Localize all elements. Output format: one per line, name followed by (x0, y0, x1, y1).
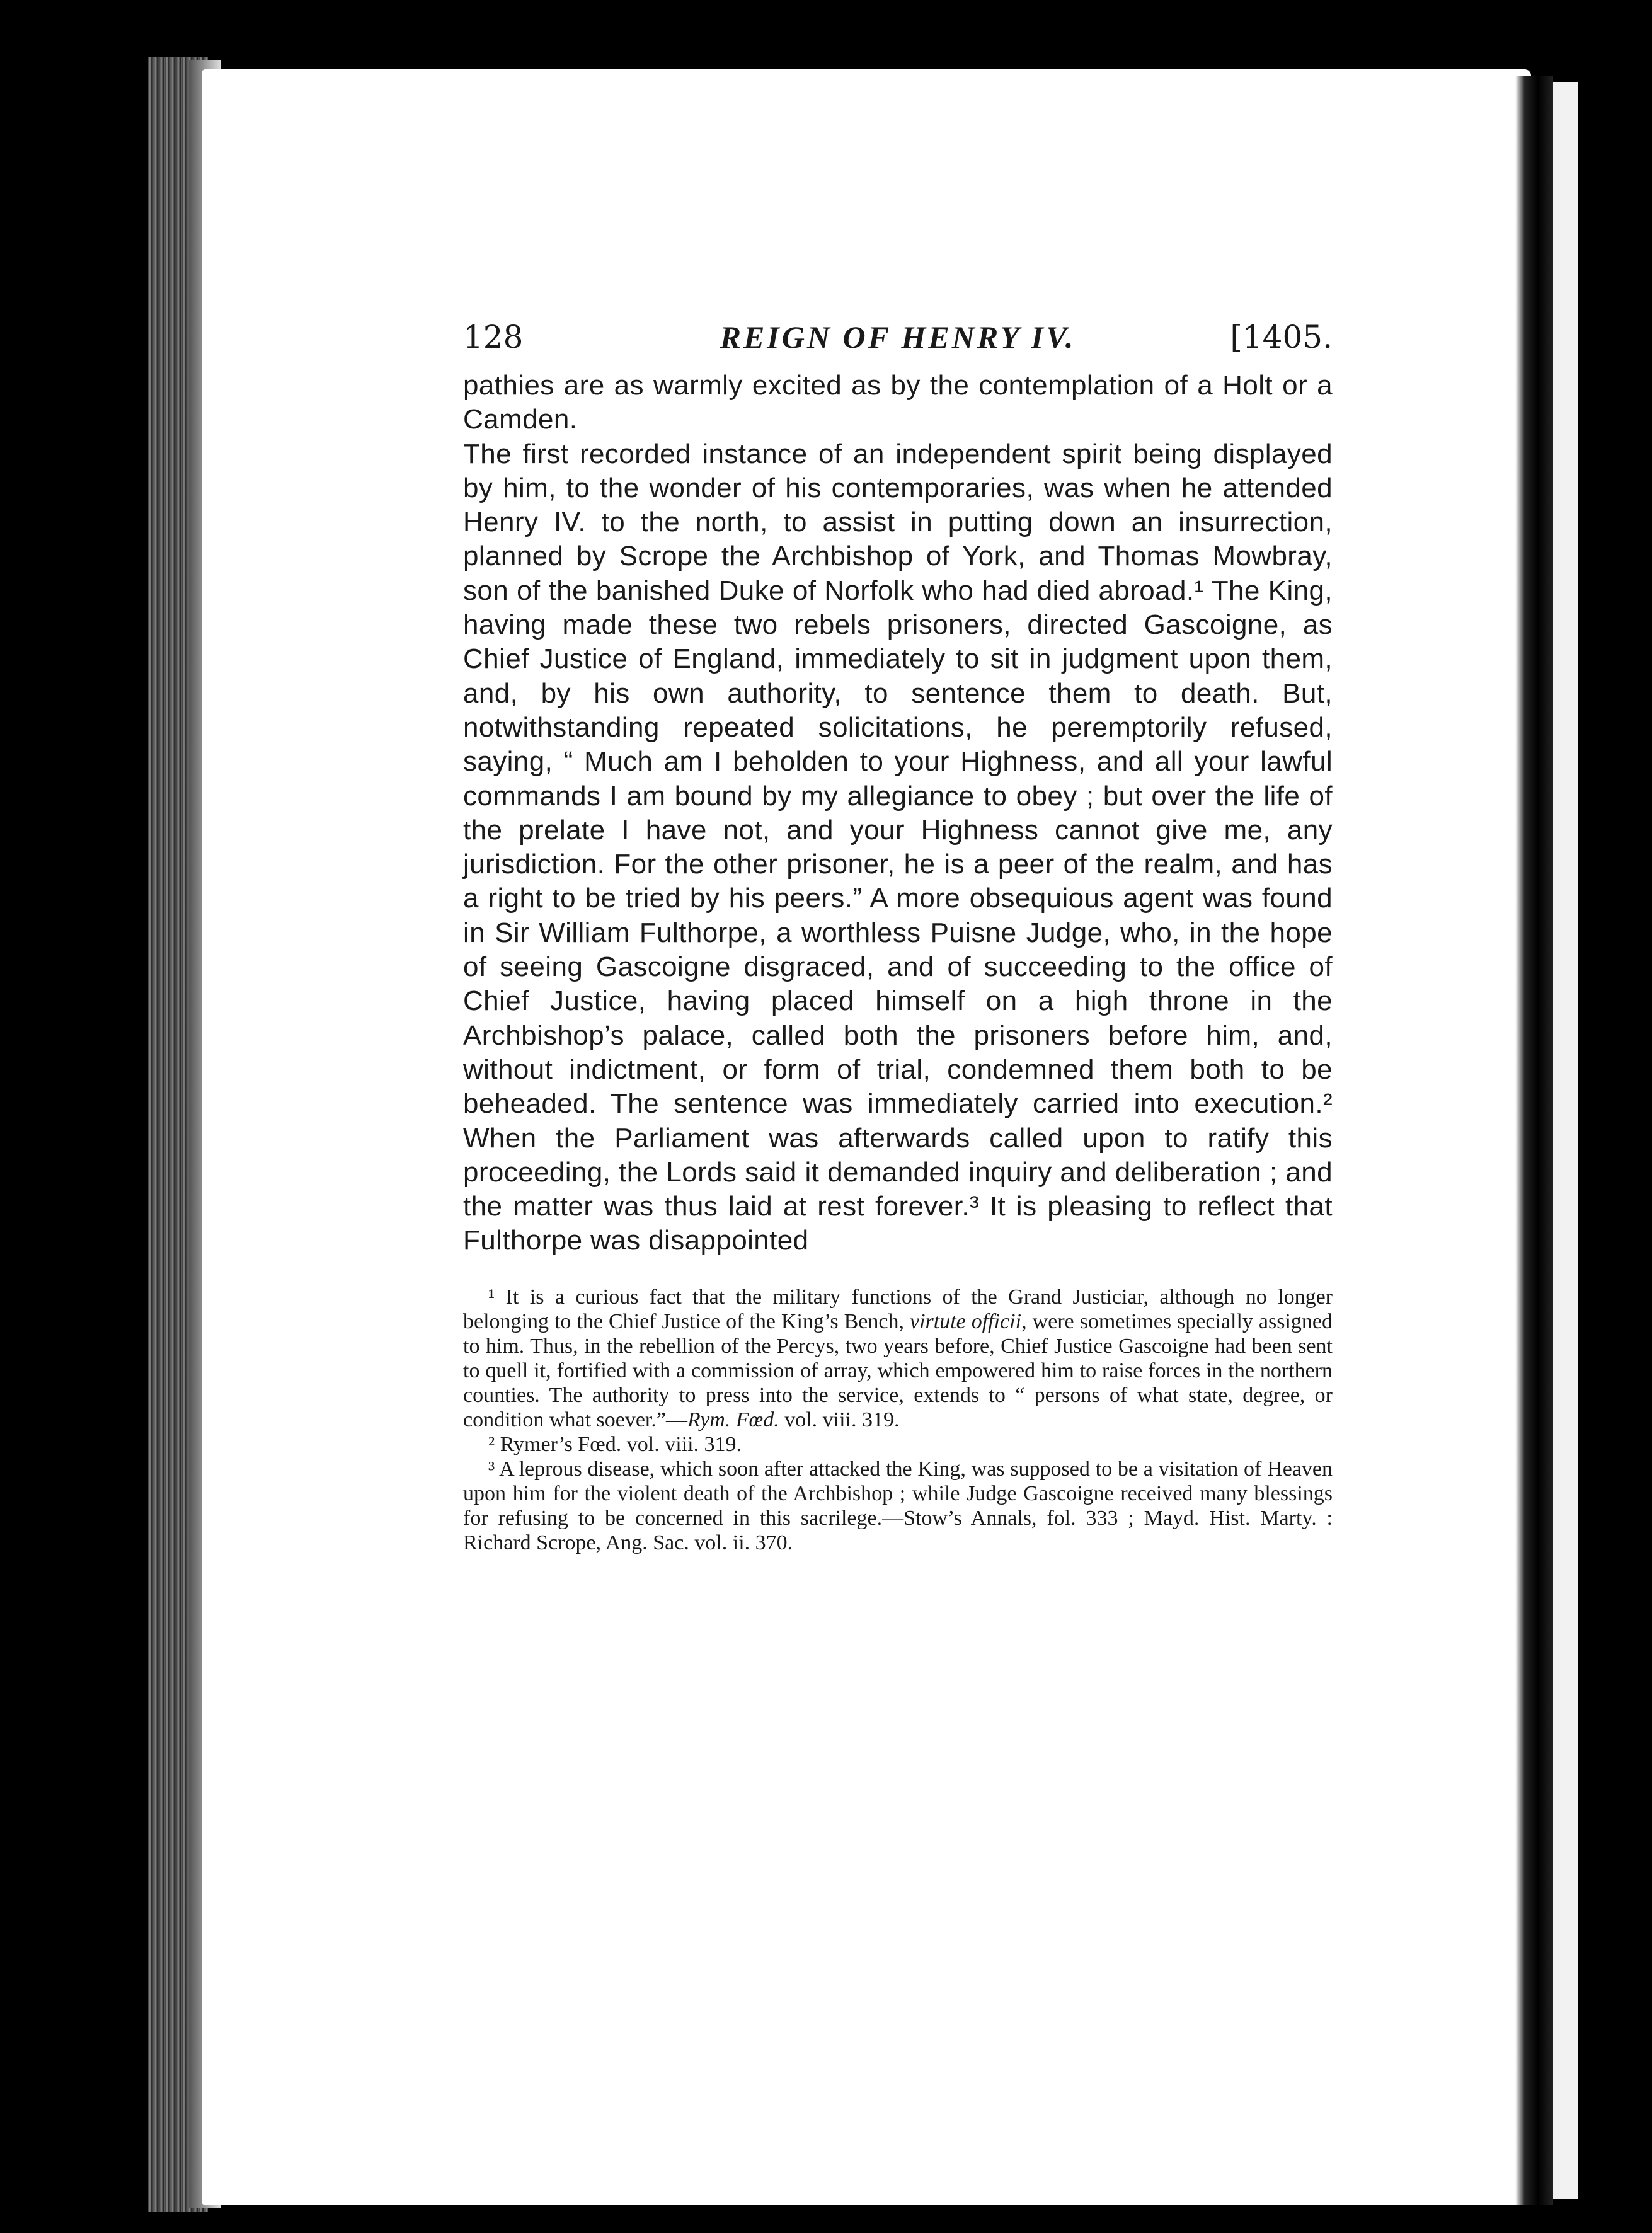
footnote-reference: Rym. Fœd. (687, 1408, 779, 1432)
footnote-italic: virtute officii (909, 1309, 1022, 1333)
header-year: [1405. (1230, 319, 1333, 355)
right-binding-shadow (1515, 76, 1553, 2205)
body-text (463, 369, 1333, 1258)
facing-page-edge (1553, 82, 1578, 2199)
footnotes (463, 1285, 1333, 1555)
page-number: 128 (463, 319, 524, 355)
footnote-text: vol. viii. 319. (779, 1408, 900, 1432)
footnote-3: ³ A leprous disease, which soon after attacked the King, was supposed to be a visitation of Heaven upon him for the violent death of the Archbishop ; while Judge Gascoigne received many blessings for refusing to be concerned in this sacrilege.—Stow’s Annals, fol. 333 ; Mayd. Hist. Marty. : Richard Scrope, Ang. Sac. vol. ii. 370. (463, 1457, 1333, 1554)
paragraph: pathies are as warmly excited as by the contemplation of a Holt or a Camden. (463, 370, 1333, 435)
footnote-text: , were sometimes specially assigned to him. Thus, in the rebellion of the Percys, two years before, Chief Justice Gascoigne had been sent to quell it, fortified with a commission of array, which empowered him to raise forces in the northern counties. The authority to press into the service, extends to “ persons of what state, degree, or condition what soever.”— (463, 1309, 1333, 1432)
footnote-2: ² Rymer’s Fœd. vol. viii. 319. (488, 1432, 742, 1456)
paragraph: The first recorded instance of an independent spirit being displayed by him, to the wonder of his contemporaries, was when he attended Henry IV. to the north, to assist in putting down an insurrection, planned by Scrope the Archbishop of York, and Thomas Mowbray, son of the banished Duke of Norfolk who had died abroad.¹ The King, having made these two rebels prisoners, directed Gascoigne, as Chief Justice of England, immediately to sit in judgment upon them, and, by his own authority, to sentence them to death. But, notwithstanding repeated solicitations, he peremptorily refused, saying, “ Much am I beholden to your Highness, and all your lawful commands I am bound by my allegiance to obey ; but over the life of the prelate I have not, and your Highness cannot give me, any jurisdiction. For the other prisoner, he is a peer of the realm, and has a right to be tried by his peers.” A more obsequious agent was found in Sir William Fulthorpe, a worthless Puisne Judge, who, in the hope of seeing Gascoigne disgraced, and of succeeding to the office of Chief Justice, having placed himself on a high throne in the Archbishop’s palace, called both the prisoners before him, and, without indictment, or form of trial, condemned them both to be beheaded. The sentence was immediately carried into execution.² When the Parliament was afterwards called upon to ratify this proceeding, the Lords said it demanded inquiry and deliberation ; and the matter was thus laid at rest forever.³ It is pleasing to reflect that Fulthorpe was disappointed (463, 438, 1333, 1256)
page-content (463, 312, 1333, 1555)
running-title: REIGN OF HENRY IV. (720, 319, 1076, 355)
footnote-1 (463, 1285, 1333, 1432)
running-header (463, 312, 1333, 362)
footnote-text: ¹ It is a curious fact that the military functions of the Grand Justiciar, although no longer belonging to the Chief Justice of the King’s Bench, (463, 1285, 1333, 1333)
